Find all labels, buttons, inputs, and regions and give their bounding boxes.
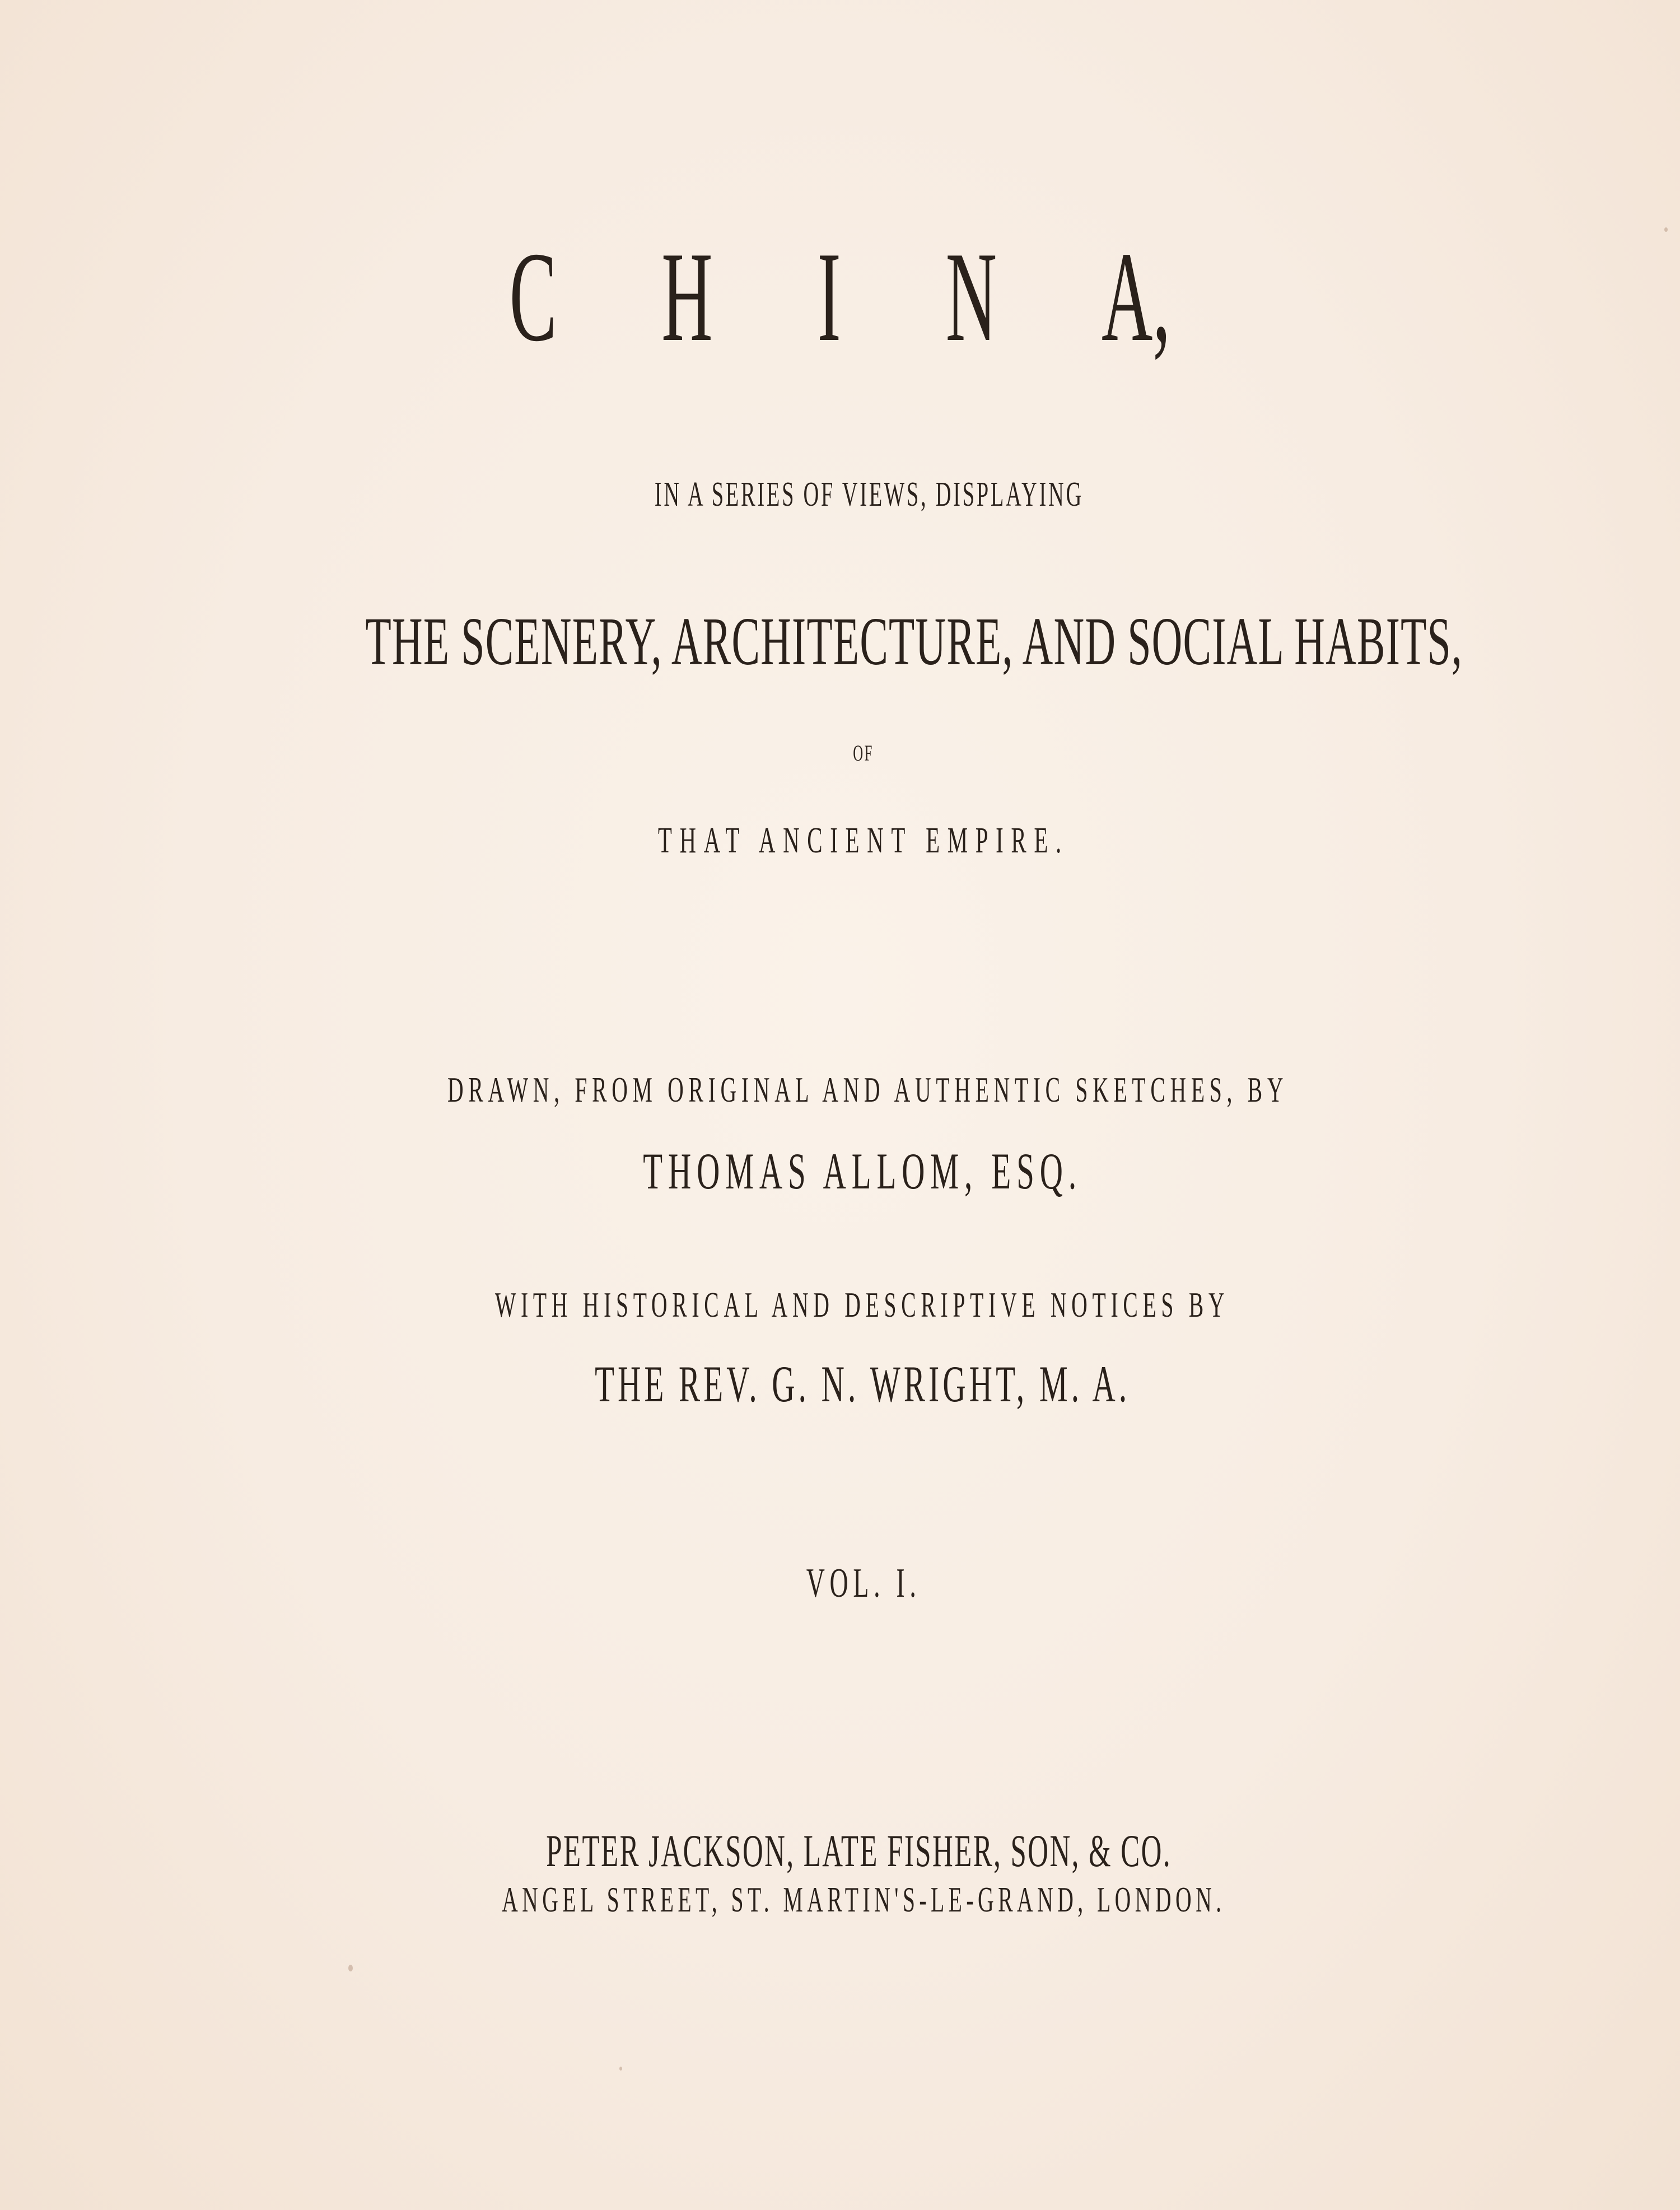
notices-by-line	[22, 1287, 1680, 1323]
volume-number-text: VOL. I.	[806, 1560, 921, 1606]
artist-name-text: THOMAS ALLOM, ESQ.	[643, 1143, 1082, 1200]
publisher-address-text: ANGEL STREET, ST. MARTIN'S-LE-GRAND, LONDON.	[501, 1880, 1226, 1919]
subtitle-intro	[29, 477, 1680, 512]
publisher-name-text: PETER JACKSON, LATE FISHER, SON, & CO.	[546, 1825, 1172, 1876]
artist-name	[22, 1143, 1680, 1200]
book-title-letter: H	[661, 225, 713, 368]
paper-speck	[348, 1965, 353, 1971]
subtitle-end-text: THAT ANCIENT EMPIRE.	[658, 820, 1069, 861]
subtitle-connector-text: OF	[853, 740, 874, 766]
book-title-text	[509, 225, 1171, 368]
subtitle-main	[29, 604, 1680, 679]
publisher-address	[24, 1882, 1680, 1918]
book-title-letter: ,	[1152, 225, 1171, 368]
subtitle-end	[24, 822, 1680, 859]
drawn-by-text: DRAWN, FROM ORIGINAL AND AUTHENTIC SKETCHES, BY	[447, 1070, 1289, 1109]
subtitle-intro-text: IN A SERIES OF VIEWS, DISPLAYING	[654, 475, 1084, 514]
subtitle-connector	[24, 742, 1680, 764]
paper-speck	[619, 2067, 622, 2071]
book-title	[0, 225, 1680, 368]
paper-speck	[1664, 227, 1668, 232]
book-title-letter: I	[817, 225, 841, 368]
volume-number	[24, 1560, 1680, 1606]
author-name-text: THE REV. G. N. WRIGHT, M. A.	[594, 1355, 1131, 1412]
book-title-letter: A	[1102, 225, 1153, 368]
book-title-letter: C	[509, 225, 557, 368]
publisher-name	[19, 1825, 1680, 1876]
subtitle-main-text: THE SCENERY, ARCHITECTURE, AND SOCIAL HABITS,	[365, 604, 1463, 679]
drawn-by-line	[28, 1072, 1680, 1108]
book-title-letter: N	[945, 225, 997, 368]
notices-by-text: WITH HISTORICAL AND DESCRIPTIVE NOTICES BY	[495, 1285, 1230, 1325]
author-name	[22, 1355, 1680, 1412]
